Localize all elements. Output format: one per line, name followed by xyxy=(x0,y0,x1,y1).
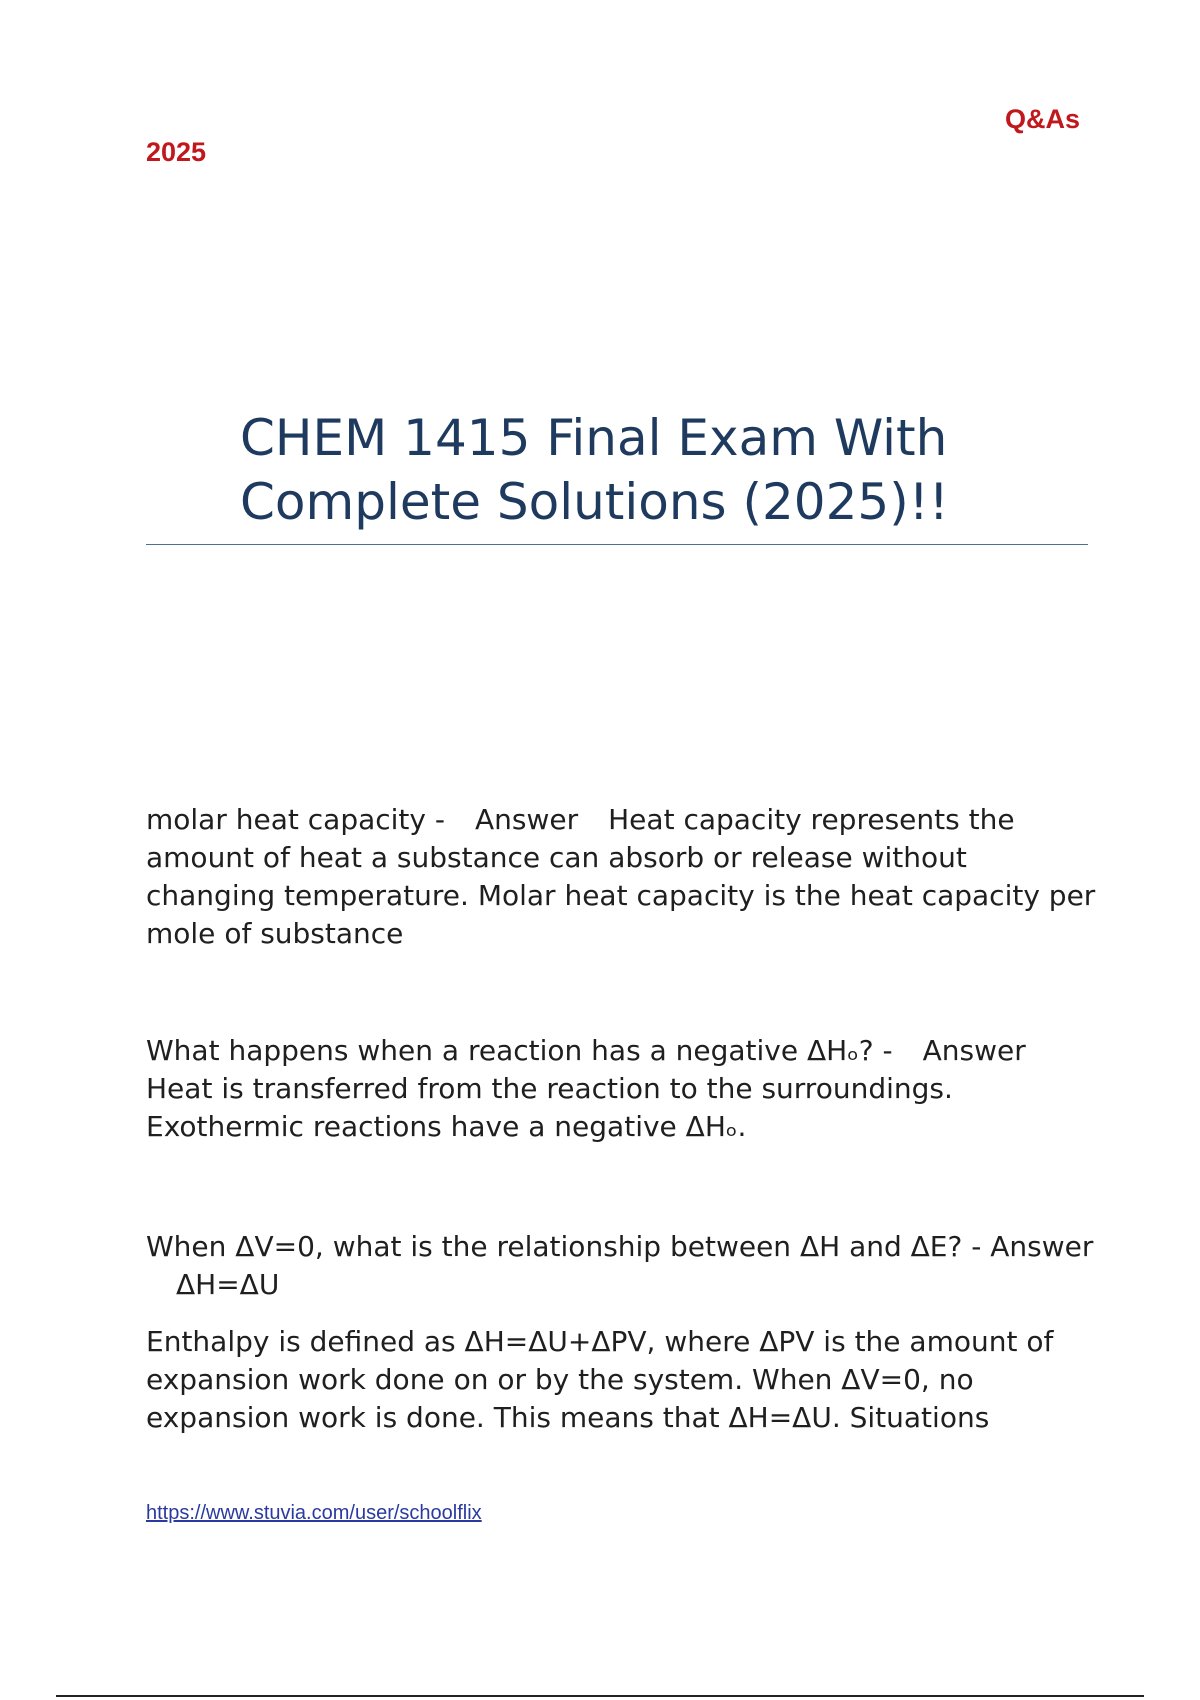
title-block xyxy=(146,406,1088,545)
document-title: CHEM 1415 Final Exam With Complete Solutions (2025)!! xyxy=(240,409,949,531)
answer-label: Answer xyxy=(922,1034,1026,1067)
question-text: What happens when a reaction has a negative ΔHₒ? - xyxy=(146,1034,893,1067)
source-link[interactable]: https://www.stuvia.com/user/schoolflix xyxy=(146,1502,482,1524)
answer-label: Answer xyxy=(474,803,579,836)
qa-item-3-explanation: Enthalpy is defined as ΔH=ΔU+ΔPV, where ΔPV is the amount of expansion work done on or by the system. When ΔV=0, no expansion work is done. This means that ΔH=ΔU. Situations xyxy=(146,1325,1054,1434)
qa-item-3 xyxy=(146,1228,1096,1304)
header-year-label: 2025 xyxy=(146,137,207,167)
question-text: When ΔV=0, what is the relationship between ΔH and ΔE? - xyxy=(146,1230,982,1263)
answer-text: Heat capacity represents the amount of heat a substance can absorb or release without changing temperature. Molar heat capacity is the heat capacity per mole of substance xyxy=(146,803,1096,950)
answer-label: Answer xyxy=(990,1230,1094,1263)
answer-text: ΔH=ΔU xyxy=(176,1268,280,1301)
question-text: molar heat capacity - xyxy=(146,803,445,836)
footer-divider xyxy=(56,1695,1144,1697)
qa-item-2 xyxy=(146,1032,1096,1146)
header-qas-label: Q&As xyxy=(1004,104,1080,134)
qa-item-1 xyxy=(146,801,1096,953)
answer-text: Heat is transferred from the reaction to the surroundings. Exothermic reactions have a negative ΔHₒ. xyxy=(146,1072,953,1143)
